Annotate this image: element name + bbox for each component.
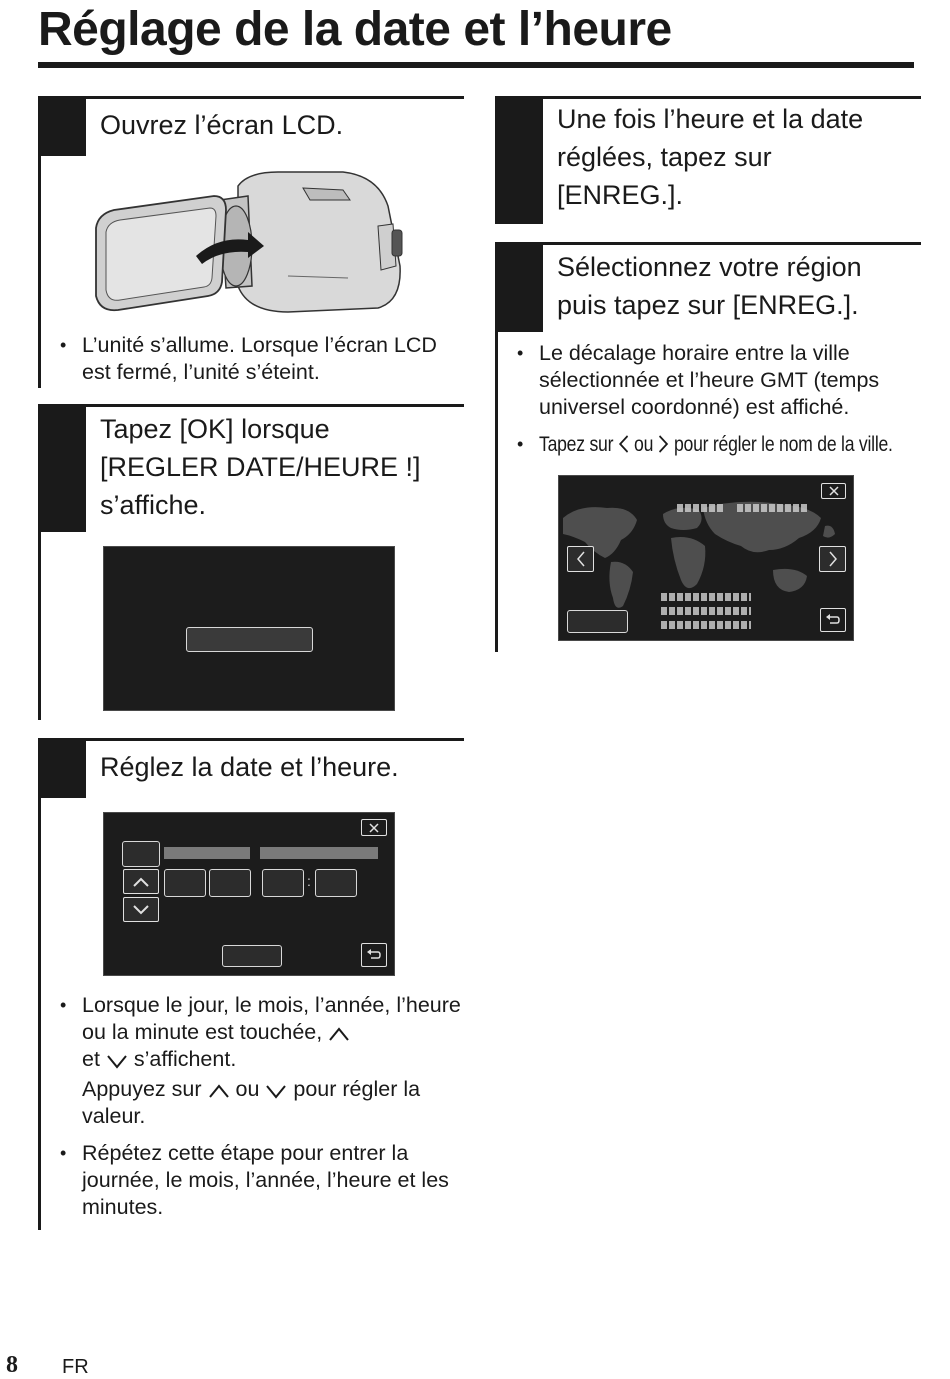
step-3-bullet-text: s’affichent. bbox=[133, 1047, 237, 1071]
step-3-number-block bbox=[38, 738, 86, 798]
step-1-rule bbox=[38, 96, 464, 99]
step-5-bullets bbox=[517, 340, 921, 468]
step-1-number-block bbox=[38, 96, 86, 156]
date-label-bar bbox=[164, 847, 250, 859]
step-1-bullet: • L’unité s’allume. Lorsque l’écran LCD est fermé, l’unité s’éteint. bbox=[60, 332, 460, 386]
step-5-bullet-1: • Le décalage horaire entre la ville sélectionnée et l’heure GMT (temps universel coordonné) est affiché. bbox=[517, 340, 921, 421]
return-icon[interactable] bbox=[820, 608, 846, 632]
step-5-sidebar bbox=[495, 242, 498, 652]
step-4-heading-line: Une fois l’heure et la date bbox=[557, 104, 864, 134]
language-code: FR bbox=[62, 1356, 89, 1378]
step-5-number-block bbox=[495, 242, 543, 332]
page-number: 8 bbox=[6, 1352, 18, 1378]
chevron-up-icon[interactable] bbox=[123, 869, 159, 894]
step-2-heading-line: s’affiche. bbox=[100, 490, 207, 520]
step-4-heading-line: [ENREG.]. bbox=[557, 180, 684, 210]
month-field[interactable] bbox=[209, 869, 251, 897]
day-field[interactable] bbox=[164, 869, 206, 897]
close-icon[interactable] bbox=[821, 483, 846, 499]
step-1-heading: Ouvrez l’écran LCD. bbox=[100, 110, 344, 140]
set-date-time-prompt-screen bbox=[103, 546, 395, 711]
close-icon[interactable] bbox=[361, 819, 387, 836]
step-4-rule bbox=[495, 96, 921, 99]
page-title: Réglage de la date et l’heure bbox=[38, 3, 672, 56]
step-3-rule bbox=[38, 738, 464, 741]
step-2-heading-line: [REGLER DATE/HEURE !] bbox=[100, 452, 421, 482]
step-3-bullet-text: pour régler la valeur. bbox=[82, 1077, 421, 1128]
title-rule bbox=[38, 62, 914, 68]
step-5-bullet-2 bbox=[517, 431, 921, 458]
chevron-down-icon[interactable] bbox=[123, 897, 159, 922]
ok-button[interactable] bbox=[186, 627, 313, 652]
hour-field[interactable] bbox=[262, 869, 304, 897]
step-3-bullets bbox=[60, 992, 470, 1231]
save-button[interactable] bbox=[567, 610, 628, 633]
step-3-bullet-text: Appuyez sur bbox=[82, 1077, 202, 1101]
step-3-bullet-paragraph bbox=[82, 1076, 470, 1130]
step-3-sidebar bbox=[38, 738, 41, 1230]
step-2-number-block bbox=[38, 404, 86, 532]
step-1 bbox=[38, 96, 464, 388]
step-5-rule bbox=[495, 242, 921, 245]
step-3-bullet-text: Lorsque le jour, le mois, l’année, l’heure ou la minute est touchée, bbox=[82, 993, 461, 1044]
step-5-bullet-2-line bbox=[539, 431, 893, 458]
step-5-heading-line: puis tapez sur [ENREG.]. bbox=[557, 290, 859, 320]
step-3-bullet-text: ou bbox=[235, 1077, 260, 1101]
step-3 bbox=[38, 738, 464, 1230]
step-1-bullets bbox=[60, 332, 460, 396]
chevron-left-icon[interactable] bbox=[567, 546, 594, 572]
step-5 bbox=[495, 242, 921, 652]
step-2-heading bbox=[100, 410, 421, 524]
save-button[interactable] bbox=[222, 945, 282, 967]
return-icon[interactable] bbox=[361, 943, 387, 967]
time-offset-text bbox=[661, 593, 751, 601]
step-4 bbox=[495, 96, 921, 226]
chevron-up-icon bbox=[208, 1083, 230, 1099]
chevron-right-icon bbox=[658, 434, 669, 454]
step-1-sidebar bbox=[38, 96, 41, 388]
time-label-bar bbox=[260, 847, 378, 859]
step-2-sidebar bbox=[38, 404, 41, 720]
time-offset-text bbox=[661, 621, 751, 629]
step-5-bullet-text: pour régler le nom de la ville. bbox=[673, 432, 893, 456]
step-5-heading-line: Sélectionnez votre région bbox=[557, 252, 862, 282]
step-5-bullet-text: ou bbox=[634, 432, 654, 456]
step-5-bullet-text: Tapez sur bbox=[539, 432, 614, 456]
chevron-up-icon bbox=[328, 1026, 350, 1042]
step-3-bullet-text: et bbox=[82, 1047, 100, 1071]
time-separator: : bbox=[307, 873, 311, 889]
step-4-heading bbox=[557, 100, 863, 214]
step-4-number-block bbox=[495, 96, 543, 224]
date-time-setting-screen bbox=[103, 812, 395, 976]
step-3-bullet-2: • Répétez cette étape pour entrer la journée, le mois, l’année, l’heure et les minutes. bbox=[60, 1140, 470, 1221]
step-2-heading-line: Tapez [OK] lorsque bbox=[100, 414, 330, 444]
step-3-heading: Réglez la date et l’heure. bbox=[100, 752, 399, 782]
region-setting-screen bbox=[558, 475, 854, 641]
field-selector[interactable] bbox=[122, 841, 160, 867]
step-4-heading-line: réglées, tapez sur bbox=[557, 142, 772, 172]
step-5-heading bbox=[557, 248, 862, 324]
chevron-down-icon bbox=[265, 1083, 287, 1099]
time-offset-text bbox=[661, 607, 751, 615]
chevron-down-icon bbox=[106, 1053, 128, 1069]
step-2-rule bbox=[38, 404, 464, 407]
step-2 bbox=[38, 404, 464, 720]
minute-field[interactable] bbox=[315, 869, 357, 897]
camcorder-illustration bbox=[88, 166, 418, 316]
chevron-right-icon[interactable] bbox=[819, 546, 846, 572]
city-name-text bbox=[677, 504, 725, 512]
chevron-left-icon bbox=[618, 434, 629, 454]
city-name-text bbox=[737, 504, 809, 512]
step-3-bullet-1 bbox=[60, 992, 470, 1130]
